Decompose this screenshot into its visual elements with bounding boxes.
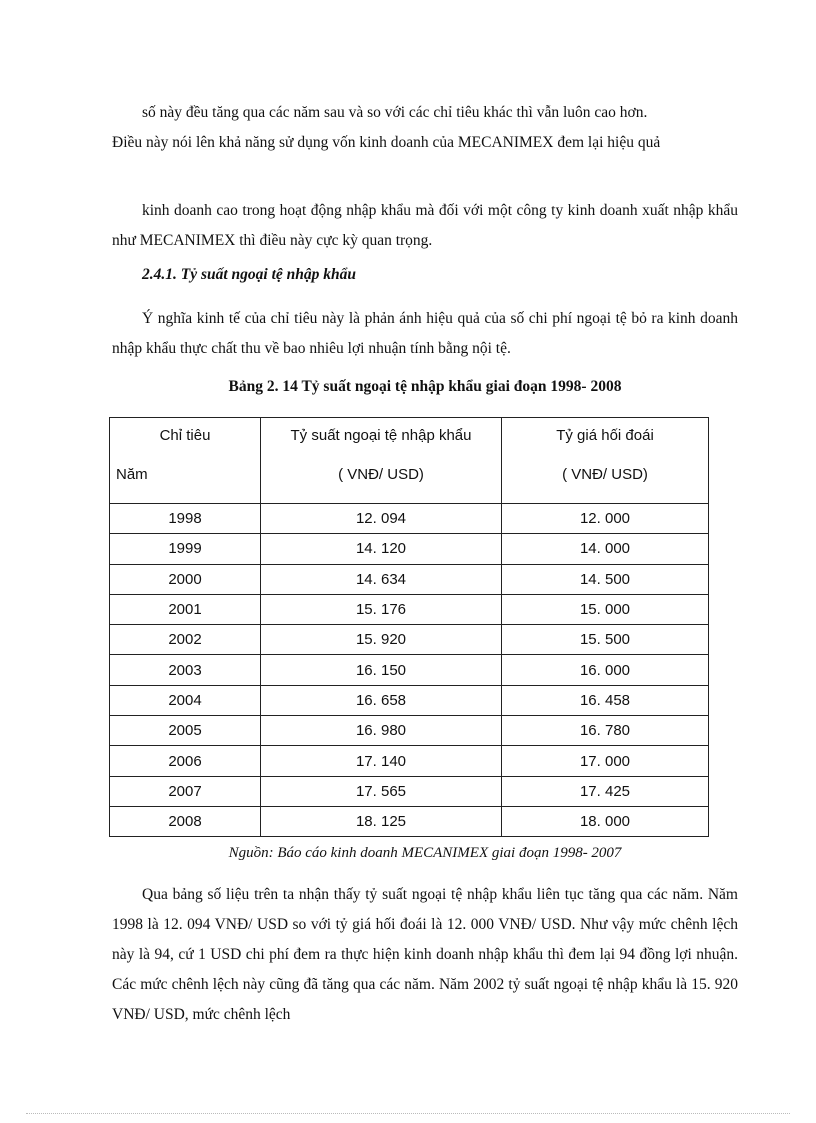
cell-year: 2001 [110,594,261,624]
cell-year: 2003 [110,655,261,685]
paragraph-1 [112,98,738,158]
paragraph-2: kinh doanh cao trong hoạt động nhập khẩu mà đối với một công ty kinh doanh xuất nhập khẩu như MECANIMEX thì điều này cực kỳ quan trọng. [112,202,738,249]
paragraph-4: Qua bảng số liệu trên ta nhận thấy tỷ suất ngoại tệ nhập khẩu liên tục tăng qua các năm. Năm 1998 là 12. 094 VNĐ/ USD so với tỷ giá hối đoái là 12. 000 VNĐ/ USD. Như vậy mức chênh lệch này là 94, cứ 1 USD chi phí đem ra thực hiện kinh doanh nhập khẩu thì đem lại 94 đồng lợi nhuận. Các mức chênh lệch này cũng đã tăng qua các năm. Năm 2002 tỷ suất ngoại tệ nhập khẩu là 15. 920 VNĐ/ USD, mức chênh lệch [112,886,738,1023]
cell-year: 2007 [110,776,261,806]
exchange-rate-table [109,417,709,837]
header-year-label: Năm [116,466,148,483]
table-row [110,594,709,624]
cell-import-rate: 16. 658 [261,685,502,715]
paragraph-1-line-1: số này đều tăng qua các năm sau và so với các chỉ tiêu khác thì vẫn luôn cao hơn. [142,104,648,121]
table-header-row [110,418,709,504]
table-row [110,685,709,715]
cell-exchange-rate: 17. 425 [502,776,709,806]
header-indicator-label: Chỉ tiêu [159,427,211,444]
table-row [110,776,709,806]
cell-exchange-rate: 16. 458 [502,685,709,715]
cell-exchange-rate: 12. 000 [502,504,709,534]
cell-year: 2000 [110,564,261,594]
header-import-rate-unit: ( VNĐ/ USD) [338,466,424,483]
header-import-rate-label: Tỷ suất ngoại tệ nhập khẩu [290,427,472,444]
cell-import-rate: 16. 150 [261,655,502,685]
cell-import-rate: 17. 565 [261,776,502,806]
cell-year: 1998 [110,504,261,534]
cell-year: 2004 [110,685,261,715]
table-row [110,806,709,836]
header-exchange-rate-label: Tỷ giá hối đoái [556,427,654,444]
table-row [110,564,709,594]
paragraph-1-rest: Điều này nói lên khả năng sử dụng vốn kinh doanh của MECANIMEX đem lại hiệu quả [112,134,661,151]
cell-import-rate: 15. 176 [261,594,502,624]
cell-import-rate: 14. 120 [261,534,502,564]
cell-exchange-rate: 16. 000 [502,655,709,685]
cell-exchange-rate: 18. 000 [502,806,709,836]
table-row [110,625,709,655]
header-cell-indicator-year [110,418,261,504]
table-row [110,534,709,564]
cell-exchange-rate: 17. 000 [502,746,709,776]
cell-import-rate: 14. 634 [261,564,502,594]
cell-year: 2006 [110,746,261,776]
table-row [110,655,709,685]
cell-year: 1999 [110,534,261,564]
paragraph-3: Ý nghĩa kinh tế của chỉ tiêu này là phản ánh hiệu quả của số chi phí ngoại tệ bỏ ra kinh doanh nhập khẩu thực chất thu về bao nhiêu lợi nhuận tính bằng nội tệ. [112,310,738,357]
table-row [110,746,709,776]
cell-exchange-rate: 15. 500 [502,625,709,655]
cell-exchange-rate: 16. 780 [502,716,709,746]
table-caption: Bảng 2. 14 Tỷ suất ngoại tệ nhập khẩu giai đoạn 1998- 2008 [228,378,622,395]
cell-import-rate: 18. 125 [261,806,502,836]
table-row [110,716,709,746]
cell-import-rate: 16. 980 [261,716,502,746]
cell-year: 2002 [110,625,261,655]
header-cell-exchange-rate [502,418,709,504]
header-exchange-rate-unit: ( VNĐ/ USD) [562,466,648,483]
cell-import-rate: 15. 920 [261,625,502,655]
cell-exchange-rate: 14. 000 [502,534,709,564]
cell-import-rate: 17. 140 [261,746,502,776]
cell-year: 2008 [110,806,261,836]
table-source-note: Nguồn: Báo cáo kinh doanh MECANIMEX giai đoạn 1998- 2007 [228,845,622,861]
header-cell-import-rate [261,418,502,504]
cell-exchange-rate: 15. 000 [502,594,709,624]
section-heading: 2.4.1. Tỷ suất ngoại tệ nhập khẩu [142,266,357,283]
table-row [110,504,709,534]
page-footer-divider [26,1113,790,1114]
cell-exchange-rate: 14. 500 [502,564,709,594]
cell-year: 2005 [110,716,261,746]
cell-import-rate: 12. 094 [261,504,502,534]
